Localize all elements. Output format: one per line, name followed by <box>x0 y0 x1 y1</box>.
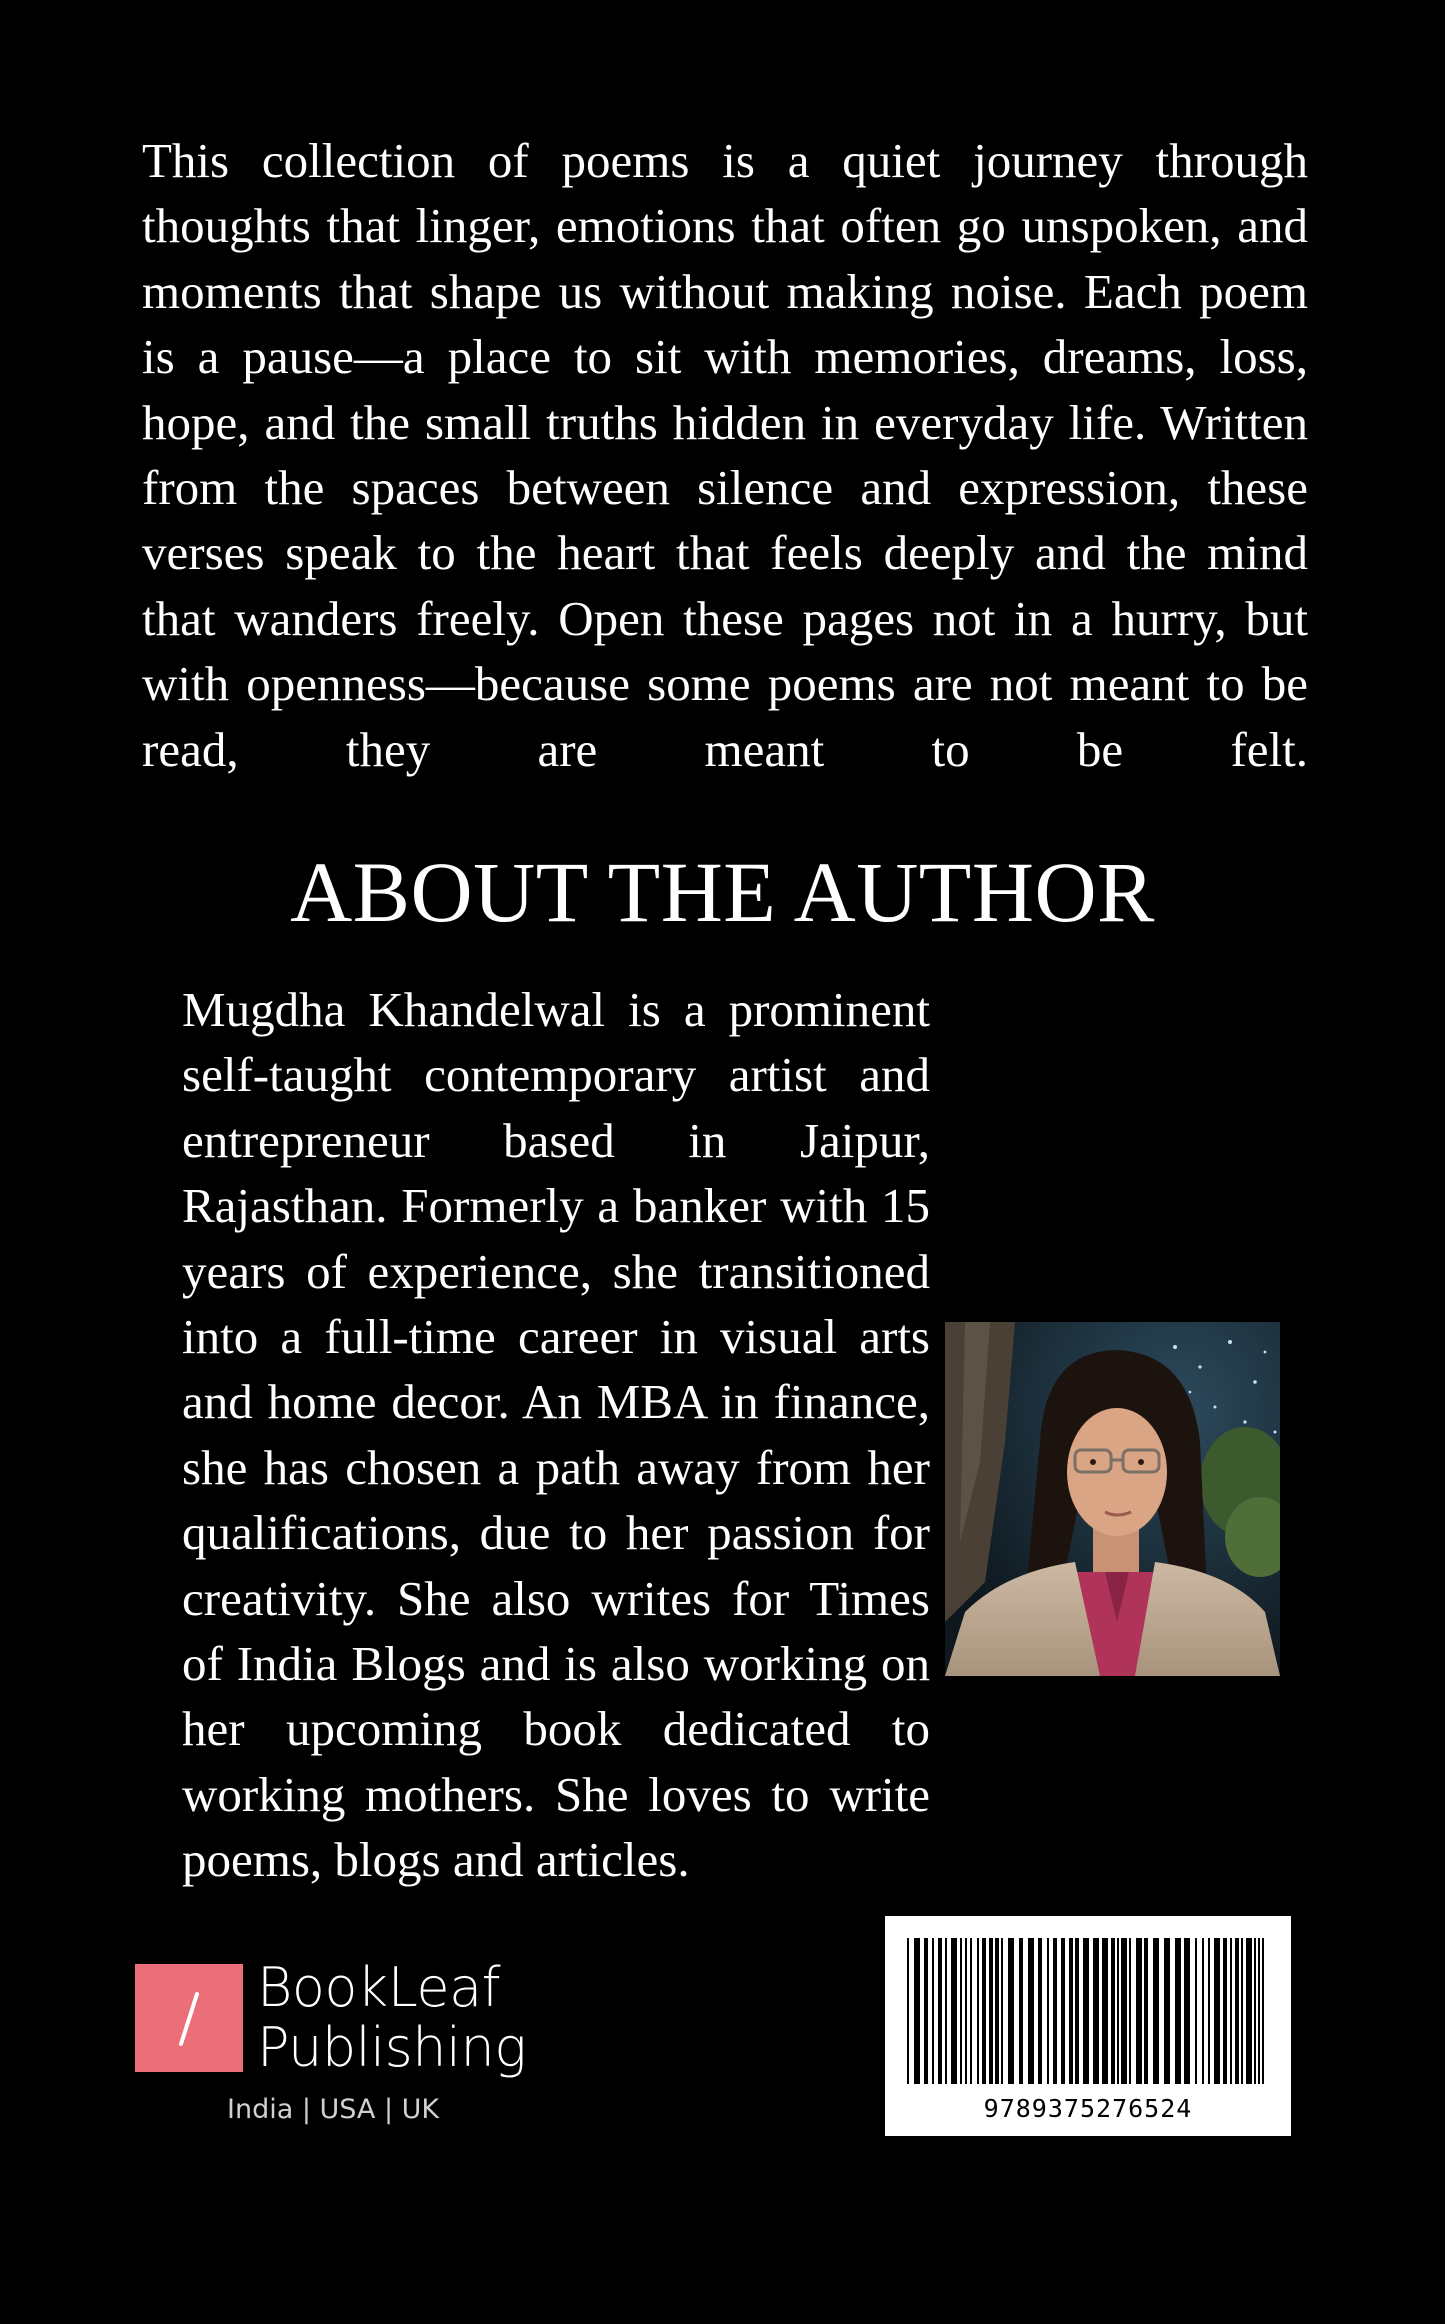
barcode-bar <box>1053 1938 1057 2084</box>
barcode-bar <box>1019 1938 1023 2084</box>
barcode-bar <box>989 1938 993 2084</box>
barcode-bar <box>965 1938 967 2084</box>
isbn-number: 9789375276524 <box>983 2094 1193 2123</box>
barcode-bar <box>1175 1938 1181 2084</box>
barcode-bar <box>977 1938 979 2084</box>
barcode-bar <box>907 1938 909 2084</box>
barcode-bar <box>1008 1938 1014 2084</box>
barcode-bar <box>1223 1938 1227 2084</box>
barcode-bar <box>1202 1938 1204 2084</box>
barcode-bar <box>1258 1938 1260 2084</box>
barcode-bar <box>1184 1938 1190 2084</box>
isbn-barcode <box>885 1916 1291 2136</box>
barcode-bar <box>1262 1938 1264 2084</box>
barcode-bar <box>914 1938 920 2084</box>
barcode-bar <box>1047 1938 1049 2084</box>
publisher-name <box>257 1958 526 2078</box>
publisher-countries: India | USA | UK <box>227 2094 440 2125</box>
barcode-bar <box>945 1938 947 2084</box>
publisher-name-line2: Publishing <box>257 2016 527 2079</box>
barcode-bar <box>982 1938 986 2084</box>
barcode-bar <box>932 1938 934 2084</box>
barcode-bar <box>1241 1938 1243 2084</box>
barcode-bar <box>1075 1938 1079 2084</box>
author-bio: Mugdha Khandelwal is a prominent self-taught contemporary artist and entrepreneur based in Jaipur, Rajasthan. Formerly a banker with 15 years of experience, she transitioned into a full-time career in visual arts and home decor. An MBA in finance, she has chosen a path away from her qualifications, due to her passion for creativity. She also writes for Times of India Blogs and is also working on her upcoming book dedicated to working mothers. She loves to write poems, blogs and articles. <box>182 982 930 1888</box>
barcode-bar <box>1246 1938 1252 2084</box>
barcode-bar <box>1195 1938 1197 2084</box>
barcode-bar <box>1208 1938 1210 2084</box>
barcode-bar <box>1230 1938 1232 2084</box>
barcode-bar <box>1102 1938 1108 2084</box>
about-author-heading: ABOUT THE AUTHOR <box>290 844 1155 940</box>
barcode-bar <box>970 1938 972 2084</box>
author-photo <box>945 1322 1280 1676</box>
barcode-bar <box>1117 1938 1119 2084</box>
barcode-bar <box>1254 1938 1256 2084</box>
barcode-bar <box>1028 1938 1034 2084</box>
barcode-bar <box>951 1938 957 2084</box>
barcode-bar <box>1001 1938 1003 2084</box>
barcode-bar <box>1144 1938 1148 2084</box>
barcode-bar <box>1136 1938 1142 2084</box>
barcode-bar <box>1121 1938 1127 2084</box>
barcode-bar <box>1164 1938 1170 2084</box>
back-cover-blurb: This collection of poems is a quiet journey through thoughts that linger, emotions that often go unspoken, and moments that shape us without making noise. Each poem is a pause—a place to sit with memories, dreams, loss, hope, and the small truths hidden in everyday life. Written from the spaces between silence and expression, these verses speak to the heart that feels deeply and the mind that wanders freely. Open these pages not in a hurry, but with openness—because some poems are not meant to be read, they are meant to be felt. <box>142 133 1308 777</box>
barcode-bars <box>885 1916 1291 2096</box>
barcode-bar <box>960 1938 962 2084</box>
barcode-bar <box>995 1938 999 2084</box>
barcode-bar <box>1069 1938 1073 2084</box>
barcode-bar <box>1214 1938 1220 2084</box>
barcode-bar <box>1083 1938 1089 2084</box>
barcode-bar <box>924 1938 928 2084</box>
barcode-bar <box>1235 1938 1239 2084</box>
barcode-bar <box>1093 1938 1099 2084</box>
barcode-bar <box>1038 1938 1042 2084</box>
barcode-bar <box>1129 1938 1131 2084</box>
barcode-bar <box>1153 1938 1159 2084</box>
barcode-bar <box>1111 1938 1115 2084</box>
barcode-bar <box>938 1938 942 2084</box>
publisher-logo <box>135 1956 535 2134</box>
leaf-slash-icon <box>135 1964 243 2072</box>
publisher-name-line1: BookLeaf <box>257 1956 501 2019</box>
barcode-bar <box>1061 1938 1065 2084</box>
